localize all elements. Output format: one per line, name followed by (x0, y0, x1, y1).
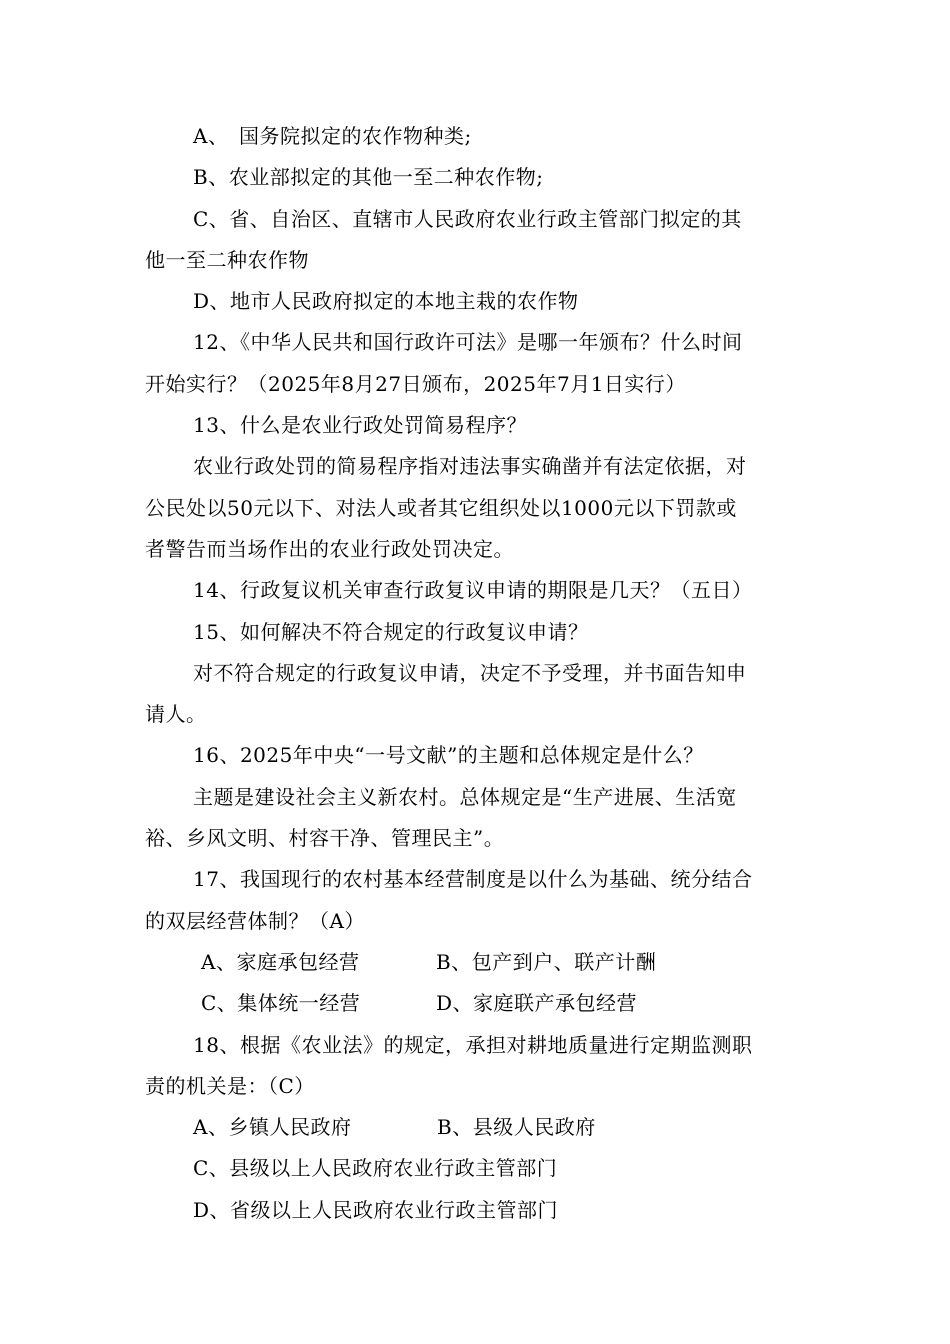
document-page (145, 116, 810, 1231)
continuation-line: 开始实行？（2025年8月27日颁布，2025年7月1日实行） (145, 371, 686, 396)
q17-option-c: C、集体统一经营 (201, 991, 361, 1016)
question-line: 14、行政复议机关审查行政复议申请的期限是几天？（五日） (193, 578, 753, 603)
option-line: C、省、自治区、直辖市人民政府农业行政主管部门拟定的其 (193, 206, 742, 231)
question-line: 13、什么是农业行政处罚简易程序？ (193, 413, 527, 438)
continuation-line: 责的机关是：（C） (145, 1073, 315, 1098)
q18-option-b: B、县级人民政府 (437, 1115, 596, 1140)
q17-option-b: B、包产到户、联产计酬 (436, 949, 657, 974)
question-line: 16、2025年中央“一号文献”的主题和总体规定是什么？ (193, 743, 704, 768)
q17-options-row-2 (145, 983, 810, 1024)
question-line: 12、《中华人民共和国行政许可法》是哪一年颁布？什么时间 (193, 330, 743, 355)
question-line: 17、我国现行的农村基本经营制度是以什么为基础、统分结合 (193, 867, 753, 892)
question-line: 15、如何解决不符合规定的行政复议申请？ (193, 619, 589, 644)
option-line: A、 国务院拟定的农作物种类; (193, 124, 472, 148)
q17-option-d: D、家庭联产承包经营 (436, 991, 638, 1016)
q18-options-row-1 (145, 1107, 810, 1148)
continuation-line: 公民处以50元以下、对法人或者其它组织处以1000元以下罚款或 (145, 495, 737, 520)
answer-line: 对不符合规定的行政复议申请，决定不予受理，并书面告知申 (193, 660, 747, 685)
q18-option-d: D、省级以上人民政府农业行政主管部门 (193, 1197, 559, 1222)
q18-option-c: C、县级以上人民政府农业行政主管部门 (193, 1156, 558, 1181)
continuation-line: 请人。 (145, 702, 207, 727)
continuation-line: 裕、乡风文明、村容干净、管理民主”。 (145, 826, 505, 851)
question-line: 18、根据《农业法》的规定，承担对耕地质量进行定期监测职 (193, 1032, 753, 1057)
continuation-line: 者警告而当场作出的农业行政处罚决定。 (145, 536, 514, 561)
continuation-line: 他一至二种农作物 (145, 247, 309, 272)
option-line: D、地市人民政府拟定的本地主栽的农作物 (193, 289, 579, 314)
option-line: B、农业部拟定的其他一至二种农作物; (193, 165, 544, 190)
continuation-line: 的双层经营体制？（A） (145, 908, 365, 933)
answer-line: 主题是建设社会主义新农村。总体规定是“生产进展、生活宽 (193, 784, 737, 809)
q17-option-a: A、家庭承包经营 (201, 949, 360, 974)
q17-options-row-1 (145, 942, 810, 983)
q18-option-a: A、乡镇人民政府 (193, 1115, 352, 1140)
answer-line: 农业行政处罚的简易程序指对违法事实确凿并有法定依据，对 (193, 454, 747, 479)
